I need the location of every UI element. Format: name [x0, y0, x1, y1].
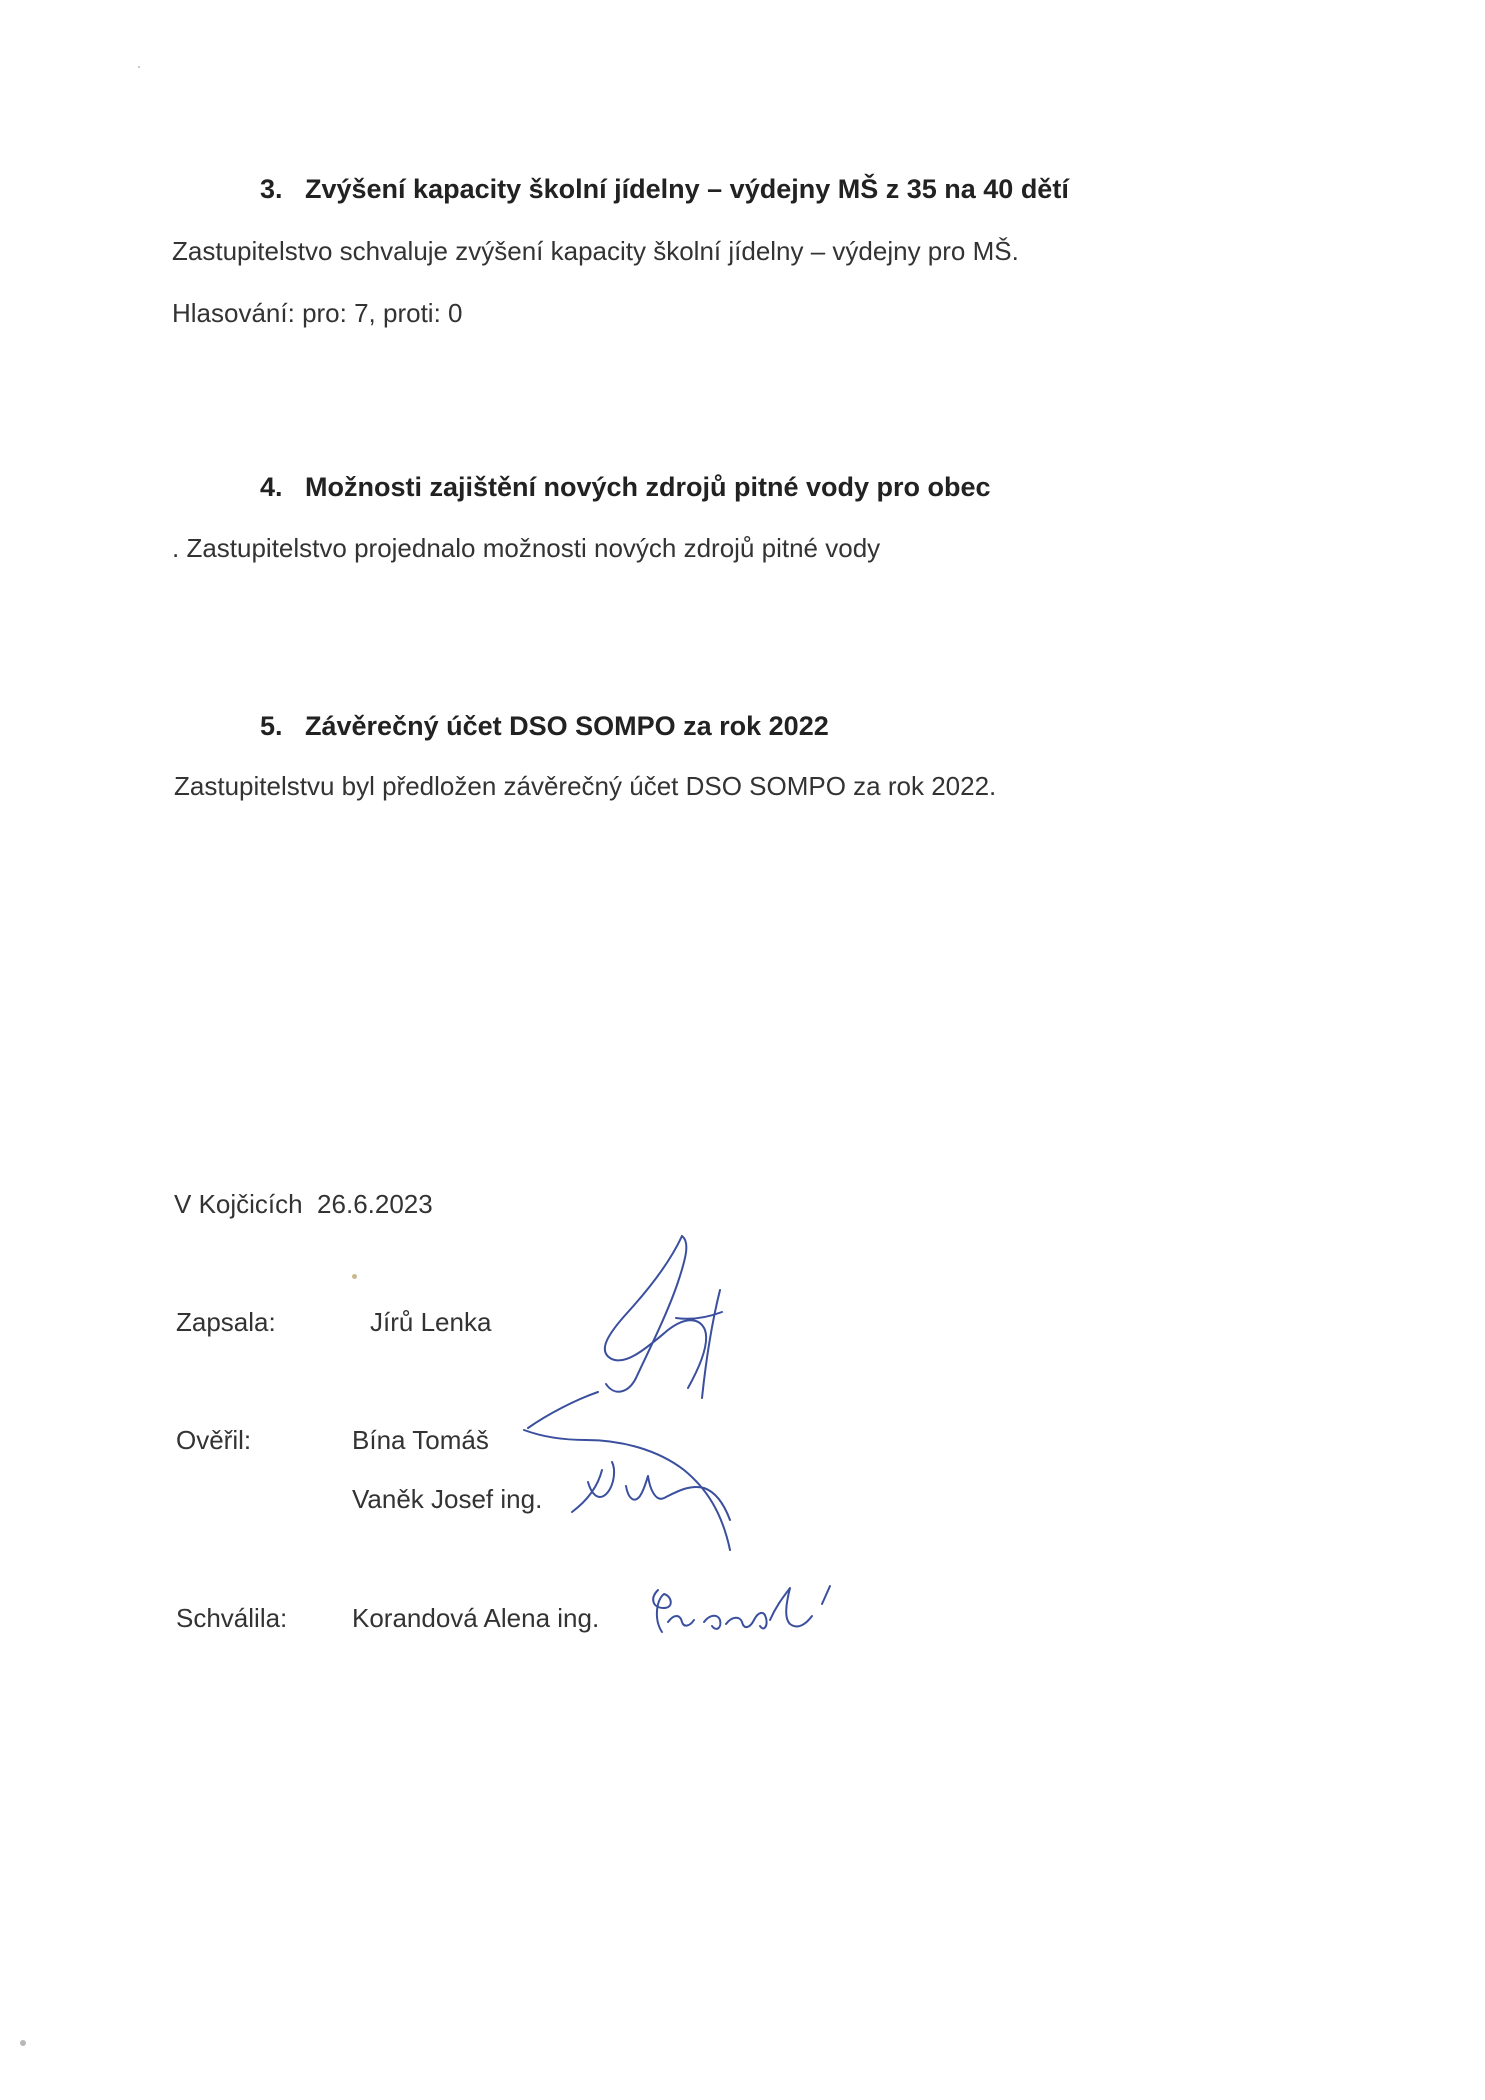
- section-4-title: Možnosti zajištění nových zdrojů pitné vody pro obec: [305, 472, 991, 502]
- overil-name-2: Vaněk Josef ing.: [352, 1484, 543, 1514]
- zapsala-name: Jírů Lenka: [370, 1307, 492, 1337]
- section-5-text: Zastupitelstvu byl předložen závěrečný účet DSO SOMPO za rok 2022.: [174, 771, 997, 801]
- place-date: V Kojčicích 26.6.2023: [174, 1189, 433, 1219]
- section-3-text: Zastupitelstvo schvaluje zvýšení kapacity školní jídelny – výdejny pro MŠ.: [172, 236, 1019, 266]
- section-3-title: Zvýšení kapacity školní jídelny – výdejny MŠ z 35 na 40 dětí: [305, 174, 1069, 204]
- overil-name-1: Bína Tomáš: [352, 1425, 489, 1455]
- overil-label: Ověřil:: [176, 1425, 252, 1455]
- section-5-number: 5.: [260, 711, 283, 741]
- zapsala-label: Zapsala:: [176, 1307, 276, 1337]
- section-5-title: Závěrečný účet DSO SOMPO za rok 2022: [305, 711, 829, 741]
- scan-speck: [352, 1274, 357, 1279]
- scan-speck: [138, 66, 140, 68]
- schvalila-name: Korandová Alena ing.: [352, 1603, 600, 1633]
- section-4-number: 4.: [260, 472, 283, 502]
- section-3-vote: Hlasování: pro: 7, proti: 0: [172, 298, 463, 328]
- section-3-number: 3.: [260, 174, 283, 204]
- scan-speck: [20, 2040, 26, 2046]
- schvalila-label: Schválila:: [176, 1603, 288, 1633]
- section-4-text: . Zastupitelstvo projednalo možnosti nových zdrojů pitné vody: [172, 533, 881, 563]
